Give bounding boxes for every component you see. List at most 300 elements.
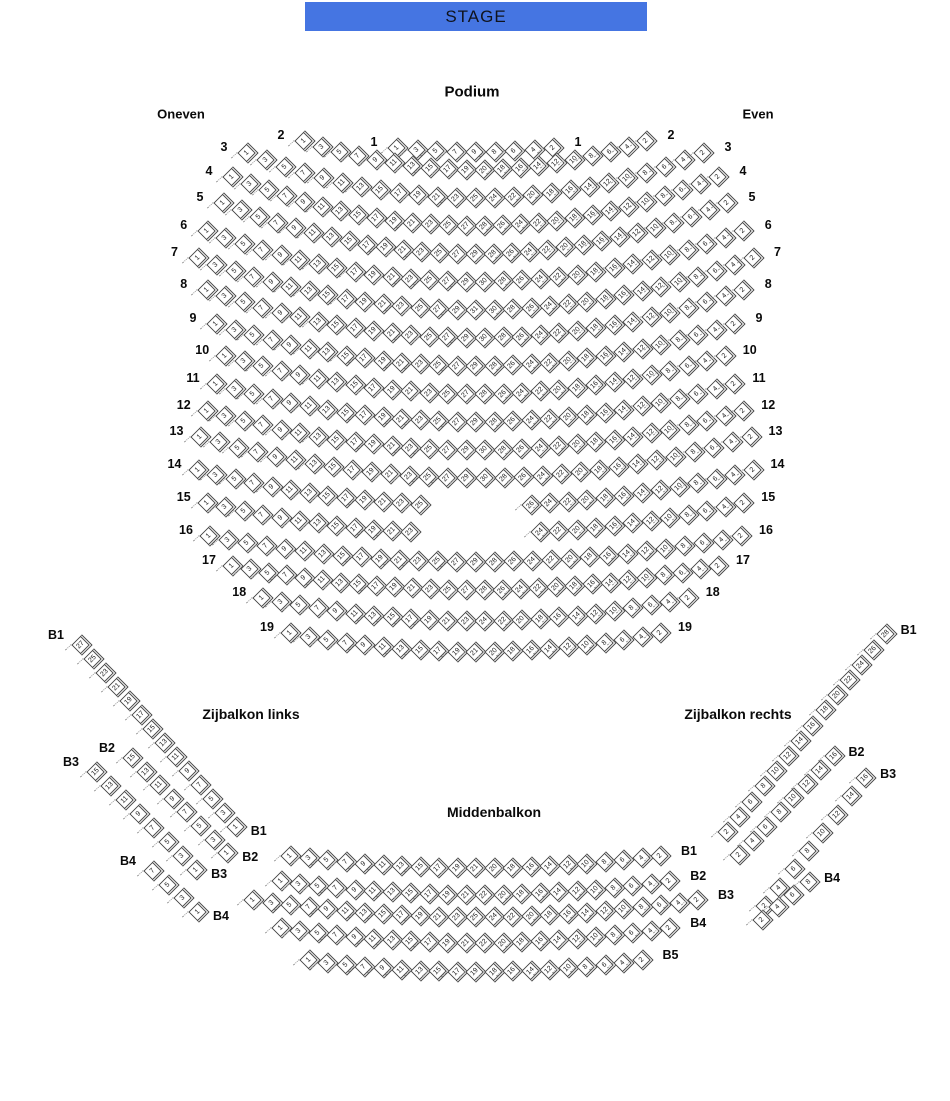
seat[interactable]: 21 [391,408,412,429]
seat[interactable]: 25 [438,579,459,600]
seat[interactable]: 5 [234,500,255,521]
seat[interactable]: 9 [271,302,292,323]
seat[interactable]: 24 [512,382,533,403]
seat[interactable]: 6 [504,140,525,161]
seat[interactable]: 2 [650,622,671,643]
seat[interactable]: 27 [71,634,92,655]
seat[interactable]: 2 [650,845,671,866]
seat[interactable]: 20 [567,519,588,540]
seat[interactable]: 4 [715,497,736,518]
seat[interactable]: 13 [354,902,375,923]
seat[interactable]: 5 [234,410,255,431]
seat[interactable]: 9 [271,419,292,440]
seat[interactable]: 8 [485,141,506,162]
seat[interactable]: 28 [876,624,897,645]
seat[interactable]: 22 [549,520,570,541]
seat[interactable]: 8 [623,598,644,619]
seat[interactable]: 10 [586,927,607,948]
seat[interactable]: 3 [240,173,261,194]
seat[interactable]: 18 [564,575,585,596]
seat[interactable]: 8 [678,239,699,260]
seat[interactable]: 7 [143,860,164,881]
seat[interactable]: 16 [530,883,551,904]
seat[interactable]: 17 [366,575,387,596]
seat[interactable]: 22 [493,610,514,631]
seat[interactable]: 12 [641,249,662,270]
seat[interactable]: 13 [330,572,351,593]
seat[interactable]: 18 [576,348,597,369]
seat[interactable]: 15 [327,315,348,336]
seat[interactable]: 19 [419,609,440,630]
seat[interactable]: 13 [351,176,372,197]
seat[interactable]: 16 [598,545,619,566]
seat[interactable]: 7 [271,360,292,381]
seat[interactable]: 19 [410,905,431,926]
seat[interactable]: 23 [401,437,422,458]
seat[interactable]: 3 [216,406,237,427]
seat[interactable]: 15 [323,456,344,477]
seat[interactable]: 12 [567,928,588,949]
seat[interactable]: 14 [623,254,644,275]
seat[interactable]: 7 [348,146,369,167]
seat[interactable]: 18 [512,884,533,905]
seat[interactable]: 4 [641,873,662,894]
seat[interactable]: 25 [418,466,439,487]
seat[interactable]: 26 [513,466,534,487]
seat[interactable]: 25 [427,551,448,572]
seat[interactable]: 15 [382,607,403,628]
seat[interactable]: 17 [345,261,366,282]
seat[interactable]: 19 [370,548,391,569]
seat[interactable]: 30 [484,299,505,320]
seat[interactable]: 10 [783,788,804,809]
seat[interactable]: 9 [280,334,301,355]
seat[interactable]: 18 [815,700,836,721]
seat[interactable]: 22 [549,323,570,344]
seat[interactable]: 3 [290,920,311,941]
seat[interactable]: 2 [660,870,681,891]
seat[interactable]: 14 [632,482,653,503]
seat[interactable]: 4 [641,920,662,941]
seat[interactable]: 22 [537,239,558,260]
seat[interactable]: 12 [595,901,616,922]
seat[interactable]: 17 [131,704,152,725]
seat[interactable]: 4 [768,897,789,918]
seat[interactable]: 9 [129,803,150,824]
seat[interactable]: 4 [632,626,653,647]
seat[interactable]: 13 [330,200,351,221]
seat[interactable]: 7 [446,141,467,162]
seat[interactable]: 8 [678,504,699,525]
seat[interactable]: 11 [312,196,333,217]
seat[interactable]: 4 [632,848,653,869]
seat[interactable]: 19 [364,434,385,455]
seat[interactable]: 18 [492,159,513,180]
seat[interactable]: 3 [216,497,237,518]
seat[interactable]: 2 [724,313,745,334]
seat[interactable]: 7 [267,212,288,233]
seat[interactable]: 3 [271,591,292,612]
seat[interactable]: 5 [317,850,338,871]
seat[interactable]: 14 [623,311,644,332]
seat[interactable]: 6 [697,500,718,521]
seat[interactable]: 29 [447,299,468,320]
seat[interactable]: 4 [715,406,736,427]
seat[interactable]: 2 [729,844,750,865]
seat[interactable]: 3 [312,136,333,157]
seat[interactable]: 15 [317,285,338,306]
seat[interactable]: 22 [475,884,496,905]
seat[interactable]: 3 [214,802,235,823]
seat[interactable]: 28 [484,355,505,376]
seat[interactable]: 19 [382,379,403,400]
seat[interactable]: 3 [204,829,225,850]
seat[interactable]: 13 [155,732,176,753]
seat[interactable]: 13 [317,399,338,420]
seat[interactable]: 24 [521,353,542,374]
seat[interactable]: 17 [366,207,387,228]
seat[interactable]: 9 [345,927,366,948]
seat[interactable]: 18 [512,932,533,953]
seat[interactable]: 25 [465,187,486,208]
seat[interactable]: 20 [576,490,597,511]
seat[interactable]: 15 [143,718,164,739]
seat[interactable]: 21 [456,884,477,905]
seat[interactable]: 15 [401,883,422,904]
seat[interactable]: 20 [549,379,570,400]
seat[interactable]: 21 [402,212,423,233]
seat[interactable]: 5 [234,292,255,313]
seat[interactable]: 11 [336,901,357,922]
seat[interactable]: 2 [741,426,762,447]
seat[interactable]: 12 [623,368,644,389]
seat[interactable]: 1 [226,816,247,837]
seat[interactable]: 9 [294,191,315,212]
seat[interactable]: 12 [797,773,818,794]
seat[interactable]: 7 [144,817,165,838]
seat[interactable]: 26 [864,639,885,660]
seat[interactable]: 18 [576,404,597,425]
seat[interactable]: 6 [641,595,662,616]
seat[interactable]: 24 [484,906,505,927]
seat[interactable]: 13 [308,311,329,332]
seat[interactable]: 27 [446,551,467,572]
seat[interactable]: 19 [364,264,385,285]
seat[interactable]: 27 [447,411,468,432]
seat[interactable]: 4 [690,559,711,580]
seat[interactable]: 8 [595,852,616,873]
seat[interactable]: 22 [502,906,523,927]
seat[interactable]: 20 [546,577,567,598]
seat[interactable]: 17 [438,159,459,180]
seat[interactable]: 11 [280,276,301,297]
seat[interactable]: 29 [456,271,477,292]
seat[interactable]: 8 [663,212,684,233]
seat[interactable]: 6 [672,562,693,583]
seat[interactable]: 19 [447,857,468,878]
seat[interactable]: 7 [262,329,283,350]
seat[interactable]: 14 [609,227,630,248]
seat[interactable]: 19 [361,461,382,482]
seat[interactable]: 2 [734,279,755,300]
seat[interactable]: 16 [613,485,634,506]
seat[interactable]: 9 [178,760,199,781]
seat[interactable]: 23 [419,382,440,403]
seat[interactable]: 8 [654,565,675,586]
seat[interactable]: 21 [382,323,403,344]
seat[interactable]: 13 [391,855,412,876]
seat[interactable]: 28 [474,579,495,600]
seat[interactable]: 18 [539,905,560,926]
seat[interactable]: 13 [327,372,348,393]
seat[interactable]: 5 [308,923,329,944]
seat[interactable]: 14 [623,426,644,447]
seat[interactable]: 19 [438,932,459,953]
seat[interactable]: 5 [190,815,211,836]
seat[interactable]: 5 [243,325,264,346]
seat[interactable]: 16 [558,903,579,924]
seat[interactable]: 15 [401,931,422,952]
seat[interactable]: 19 [364,519,385,540]
seat[interactable]: 4 [697,351,718,372]
seat[interactable]: 6 [693,532,714,553]
seat[interactable]: 5 [258,562,279,583]
seat[interactable]: 21 [402,578,423,599]
seat[interactable]: 20 [567,264,588,285]
seat[interactable]: 11 [299,338,320,359]
seat[interactable]: 28 [494,467,515,488]
seat[interactable]: 10 [645,217,666,238]
seat[interactable]: 5 [225,468,246,489]
seat[interactable]: 19 [364,320,385,341]
seat[interactable]: 13 [101,775,122,796]
seat[interactable]: 23 [399,465,420,486]
seat[interactable]: 14 [604,372,625,393]
seat[interactable]: 9 [163,788,184,809]
seat[interactable]: 1 [237,142,258,163]
seat[interactable]: 8 [582,146,603,167]
seat[interactable]: 25 [410,494,431,515]
seat[interactable]: 9 [290,365,311,386]
seat[interactable]: 5 [253,356,274,377]
seat[interactable]: 1 [213,192,234,213]
seat[interactable]: 18 [502,641,523,662]
seat[interactable]: 16 [560,180,581,201]
seat[interactable]: 4 [715,286,736,307]
seat[interactable]: 17 [336,288,357,309]
seat[interactable]: 24 [510,214,531,235]
seat[interactable]: 22 [503,186,524,207]
seat[interactable]: 1 [222,166,243,187]
seat[interactable]: 16 [855,767,876,788]
seat[interactable]: 2 [734,400,755,421]
seat[interactable]: 6 [678,356,699,377]
seat[interactable]: 8 [636,162,657,183]
seat[interactable]: 9 [280,392,301,413]
seat[interactable]: 21 [373,491,394,512]
seat[interactable]: 5 [317,629,338,650]
seat[interactable]: 13 [410,960,431,981]
seat[interactable]: 10 [564,150,585,171]
seat[interactable]: 13 [321,227,342,248]
seat[interactable]: 12 [827,804,848,825]
seat[interactable]: 15 [327,429,348,450]
seat[interactable]: 18 [502,857,523,878]
seat[interactable]: 26 [503,551,524,572]
seat[interactable]: 21 [107,676,128,697]
seat[interactable]: 12 [618,196,639,217]
seat[interactable]: 9 [271,245,292,266]
seat[interactable]: 7 [247,442,268,463]
seat[interactable]: 14 [549,882,570,903]
seat[interactable]: 3 [218,529,239,550]
seat[interactable]: 18 [484,961,505,982]
seat[interactable]: 2 [708,555,729,576]
seat[interactable]: 6 [600,141,621,162]
seat[interactable]: 29 [465,355,486,376]
seat[interactable]: 13 [299,482,320,503]
seat[interactable]: 28 [493,327,514,348]
seat[interactable]: 16 [824,745,845,766]
seat[interactable]: 20 [567,434,588,455]
seat[interactable]: 1 [218,843,239,864]
seat[interactable]: 19 [354,291,375,312]
seat[interactable]: 13 [382,930,403,951]
seat[interactable]: 29 [456,327,477,348]
seat[interactable]: 9 [354,853,375,874]
seat[interactable]: 2 [693,142,714,163]
seat[interactable]: 11 [167,746,188,767]
seat[interactable]: 8 [770,802,791,823]
seat[interactable]: 1 [243,889,264,910]
seat[interactable]: 3 [216,227,237,248]
seat[interactable]: 7 [308,598,329,619]
seat[interactable]: 8 [595,632,616,653]
seat[interactable]: 17 [447,961,468,982]
seat[interactable]: 28 [484,411,505,432]
seat[interactable]: 26 [502,355,523,376]
seat[interactable]: 22 [551,463,572,484]
seat[interactable]: 6 [687,383,708,404]
seat[interactable]: 27 [438,439,459,460]
seat[interactable]: 26 [521,297,542,318]
seat[interactable]: 4 [706,379,727,400]
seat[interactable]: 4 [524,139,545,160]
seat[interactable]: 12 [641,423,662,444]
seat[interactable]: 17 [345,432,366,453]
seat[interactable]: 2 [715,345,736,366]
seat[interactable]: 10 [576,635,597,656]
seat[interactable]: 15 [345,375,366,396]
seat[interactable]: 27 [456,215,477,236]
seat[interactable]: 2 [632,949,653,970]
seat[interactable]: 12 [598,172,619,193]
seat[interactable]: 28 [475,383,496,404]
seat[interactable]: 16 [604,515,625,536]
seat[interactable]: 2 [687,889,708,910]
seat[interactable]: 28 [493,439,514,460]
seat[interactable]: 20 [576,291,597,312]
seat[interactable]: 9 [317,899,338,920]
seat[interactable]: 3 [262,892,283,913]
seat[interactable]: 8 [674,535,695,556]
seat[interactable]: 14 [613,342,634,363]
seat[interactable]: 3 [173,888,194,909]
seat[interactable]: 14 [613,399,634,420]
seat[interactable]: 21 [401,381,422,402]
seat[interactable]: 3 [317,952,338,973]
seat[interactable]: 10 [650,334,671,355]
seat[interactable]: 16 [604,429,625,450]
seat[interactable]: 4 [674,150,695,171]
seat[interactable]: 12 [546,153,567,174]
seat[interactable]: 26 [512,270,533,291]
seat[interactable]: 1 [197,279,218,300]
seat[interactable]: 3 [290,873,311,894]
seat[interactable]: 5 [158,831,179,852]
seat[interactable]: 15 [420,157,441,178]
seat[interactable]: 13 [308,254,329,275]
seat[interactable]: 25 [419,438,440,459]
seat[interactable]: 23 [456,610,477,631]
seat[interactable]: 6 [706,468,727,489]
seat[interactable]: 7 [354,956,375,977]
seat[interactable]: 20 [512,609,533,630]
seat[interactable]: 3 [206,464,227,485]
seat[interactable]: 5 [275,156,296,177]
seat[interactable]: 13 [391,638,412,659]
seat[interactable]: 30 [475,467,496,488]
seat[interactable]: 17 [342,459,363,480]
seat[interactable]: 17 [419,884,440,905]
seat[interactable]: 4 [690,173,711,194]
seat[interactable]: 2 [755,895,776,916]
seat[interactable]: 14 [791,730,812,751]
seat[interactable]: 1 [216,345,237,366]
seat[interactable]: 2 [660,917,681,938]
seat[interactable]: 21 [465,641,486,662]
seat[interactable]: 8 [660,360,681,381]
seat[interactable]: 26 [512,438,533,459]
seat[interactable]: 28 [493,271,514,292]
seat[interactable]: 22 [528,212,549,233]
seat[interactable]: 23 [401,268,422,289]
seat[interactable]: 20 [484,641,505,662]
seat[interactable]: 4 [712,529,733,550]
seat[interactable]: 4 [743,830,764,851]
seat[interactable]: 21 [438,610,459,631]
seat[interactable]: 17 [336,488,357,509]
seat[interactable]: 1 [186,859,207,880]
seat[interactable]: 15 [348,204,369,225]
seat[interactable]: 9 [275,538,296,559]
seat[interactable]: 4 [669,892,690,913]
seat[interactable]: 9 [327,601,348,622]
seat[interactable]: 14 [632,281,653,302]
seat[interactable]: 11 [290,423,311,444]
seat[interactable]: 13 [313,543,334,564]
seat[interactable]: 6 [742,791,763,812]
seat[interactable]: 27 [447,243,468,264]
seat[interactable]: 17 [389,182,410,203]
seat[interactable]: 27 [456,579,477,600]
seat[interactable]: 24 [539,493,560,514]
seat[interactable]: 24 [530,522,551,543]
seat[interactable]: 7 [177,802,198,823]
seat[interactable]: 3 [407,139,428,160]
seat[interactable]: 7 [243,266,264,287]
seat[interactable]: 12 [646,450,667,471]
